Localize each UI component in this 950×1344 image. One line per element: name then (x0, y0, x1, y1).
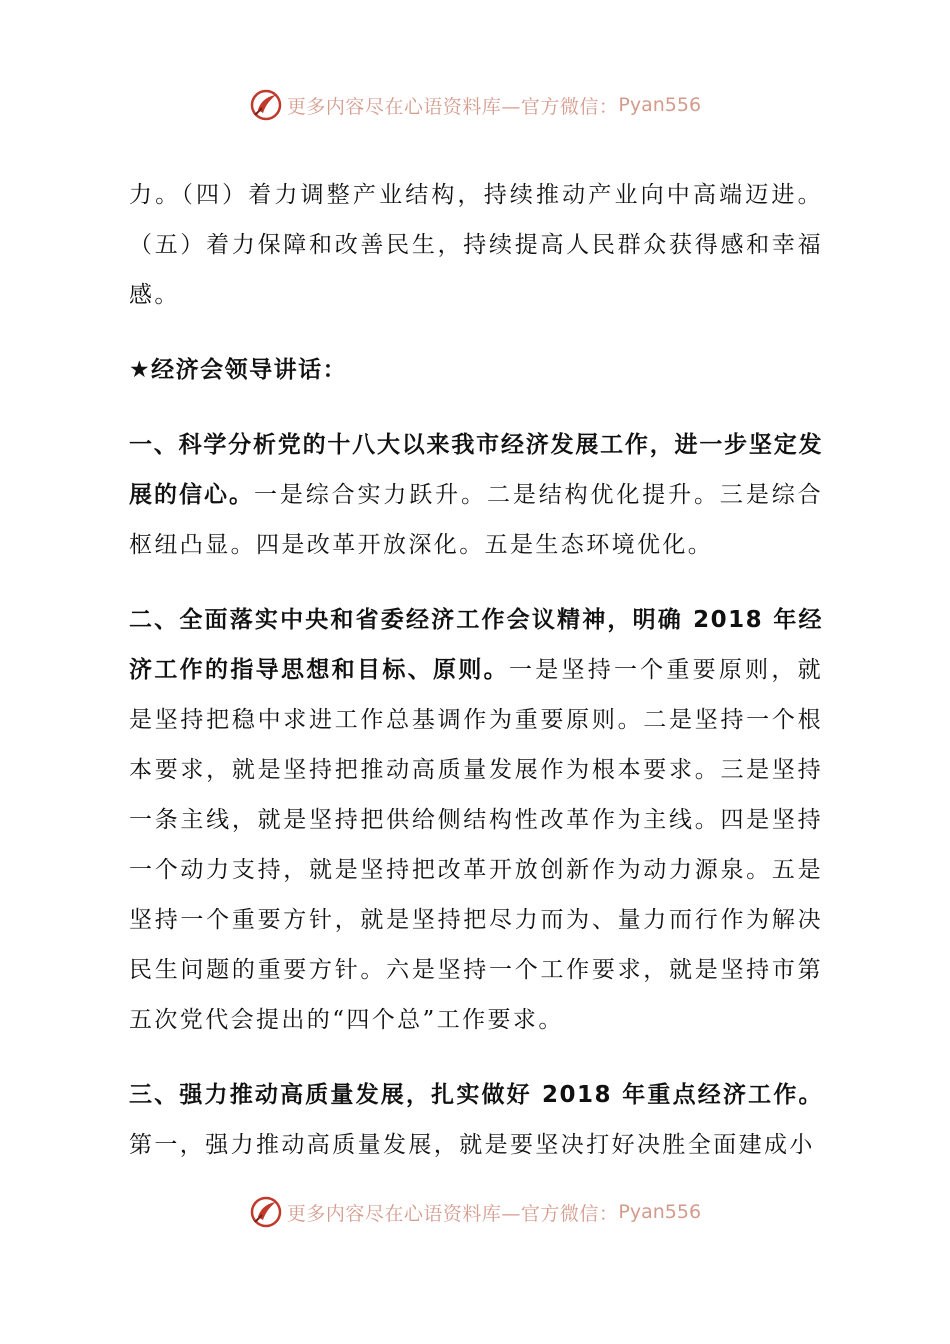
watermark-text: 更多内容尽在心语资料库—官方微信： (286, 1202, 619, 1225)
section-1-heading: 一、科学分析党的十八大以来我市经济发展工作，进一步坚定发展的信心。 (129, 432, 823, 508)
section-1-body: 一是综合实力跃升。二是结构优化提升。三是综合枢纽凸显。四是改革开放深化。五是生态环境优化。 (129, 482, 824, 558)
section-2 (129, 595, 823, 1045)
watermark-handle: Pyan556 (618, 1201, 702, 1223)
watermark-handle: Pyan556 (618, 94, 702, 116)
intro-paragraph: 力。（四）着力调整产业结构，持续推动产业向中高端迈进。（五）着力保障和改善民生，持续提高人民群众获得感和幸福感。 (129, 182, 823, 308)
section-2-heading: 二、全面落实中央和省委经济工作会议精神，明确 2018 年经济工作的指导思想和目标、原则。 (129, 607, 823, 683)
section-3-body: 第一，强力推动高质量发展，就是要坚决打好决胜全面建成小 (129, 1132, 815, 1158)
section-3 (129, 1070, 823, 1170)
header-watermark (0, 85, 950, 125)
watermark-logo-icon (249, 88, 283, 122)
watermark-logo-icon (249, 1195, 283, 1229)
watermark-text: 更多内容尽在心语资料库—官方微信： (286, 95, 619, 118)
section-2-body: 一是坚持一个重要原则，就是坚持把稳中求进工作总基调作为重要原则。二是坚持一个根本要求，就是坚持把推动高质量发展作为根本要求。三是坚持一条主线，就是坚持把供给侧结构性改革作为主线。四是坚持一个动力支持，就是坚持把改革开放创新作为动力源泉。五是坚持一个重要方针，就是坚持把尽力而为、量力而行作为解决民生问题的重要方针。六是坚持一个工作要求，就是坚持市第五次党代会提出的“四个总”工作要求。 (129, 657, 823, 1033)
section-3-heading: 三、强力推动高质量发展，扎实做好 2018 年重点经济工作。 (129, 1082, 823, 1108)
section-title: ★经济会领导讲话： (129, 357, 348, 383)
section-1 (129, 420, 823, 570)
footer-watermark (0, 1192, 950, 1232)
document-body (129, 170, 823, 1170)
